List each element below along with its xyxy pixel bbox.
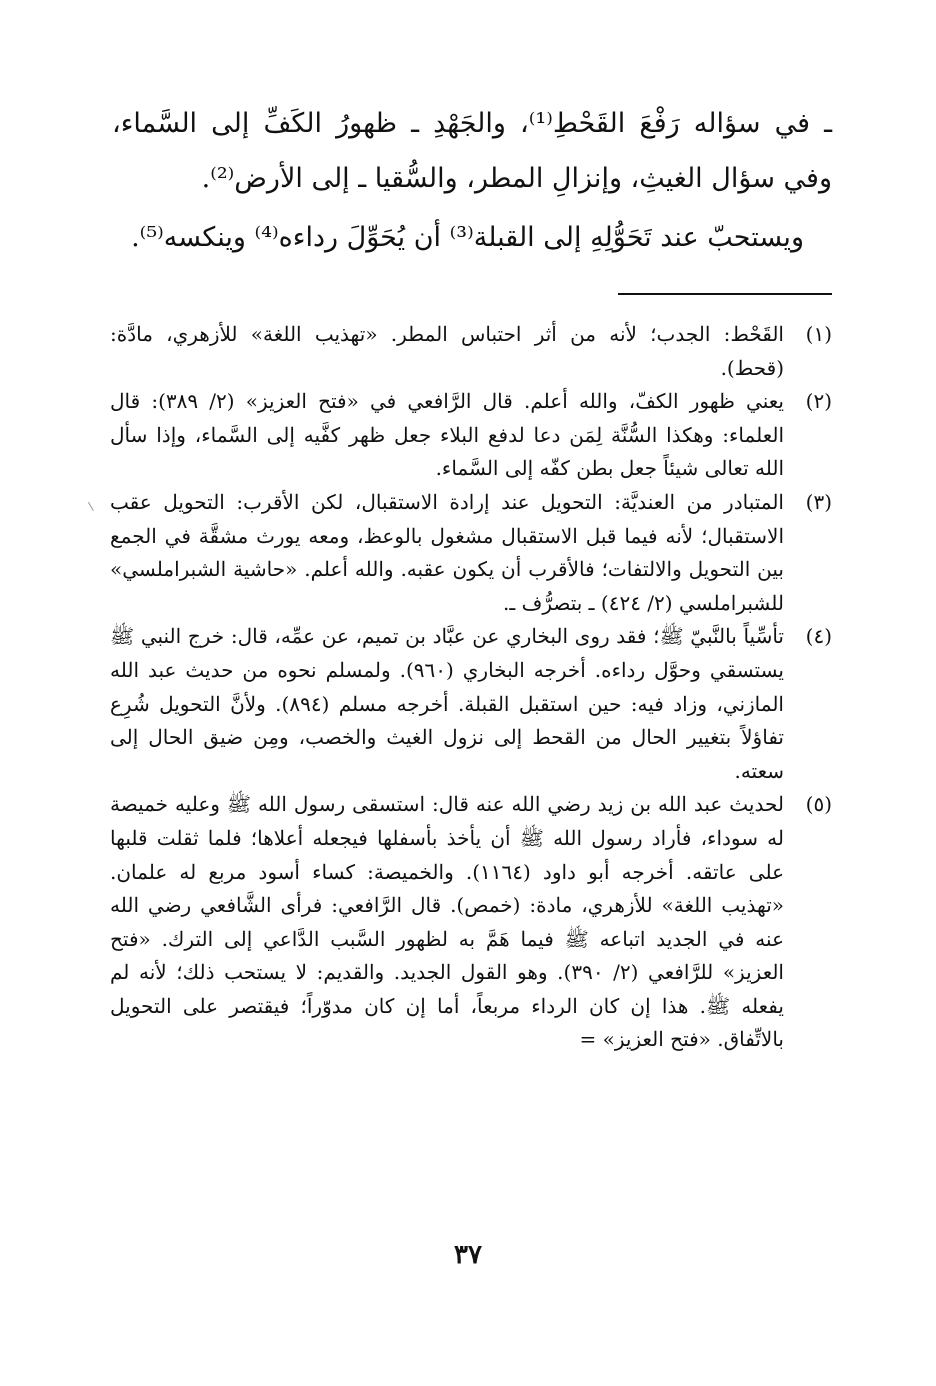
footnote-3 (110, 486, 832, 620)
footnote-text: يعني ظهور الكفّ، والله أعلم. قال الرَّافعي في «فتح العزيز» (٢/ ٣٨٩): قال العلماء: وهكذا السُّنَّة لِمَن دعا لدفع البلاء جعل ظهر كفَّيه إلى السَّماء، وإذا سأل الله تعالى شيئاً جعل بطن كفّه إلى السَّماء. (110, 389, 784, 481)
footnotes-section (110, 318, 832, 1057)
footnote-number: (٣) (805, 489, 832, 514)
footnote-1 (110, 318, 832, 385)
page-number: ٣٧ (454, 1240, 482, 1270)
footnote-number: (٤) (805, 624, 832, 649)
footnote-text: تأسِّياً بالنَّبيّ ﷺ؛ فقد روى البخاري عن عبَّاد بن تميم، عن عمِّه، قال: خرج النبي ﷺ يستسقي وحوَّل رداءه. أخرجه البخاري (٩٦٠). ولمسلم نحوه من حديث عبد الله المازني، وزاد فيه: حين استقبل القبلة. أخرجه مسلم (٨٩٤). ولأنَّ التحويل شُرِع تفاؤلاً بتغيير الحال من القحط إلى نزول الغيث والخصب، ومِن ضيق الحال إلى سعته. (110, 624, 784, 783)
footnote-text: المتبادر من العنديَّة: التحويل عند إرادة الاستقبال، لكن الأقرب: التحويل عقب الاستقبال؛ لأنه فيما قبل الاستقبال مشغول بالوعظ، ومعه يورث مشقَّة في الجمع بين التحويل والالتفات؛ فالأقرب أن يكون عقبه. والله أعلم. «حاشية الشبراملسي» للشبراملسي (٢/ ٤٢٤) ـ بتصرُّف ـ. (110, 489, 784, 615)
footnote-separator (618, 293, 832, 295)
main-paragraph-2: ويستحبّ عند تَحَوُّلِهِ إلى القبلة⁽³⁾ أن يُحَوِّلَ رداءه⁽⁴⁾ وينكسه⁽⁵⁾. (131, 222, 804, 253)
main-text-body (112, 96, 832, 265)
footnote-5 (110, 788, 832, 1057)
footnote-4 (110, 620, 832, 788)
footnote-number: (٢) (805, 389, 832, 414)
footnote-2 (110, 385, 832, 486)
footnote-text: القَحْط: الجدب؛ لأنه من أثر احتباس المطر. «تهذيب اللغة» للأزهري، مادَّة: (قحط). (110, 322, 784, 380)
footnote-number: (٥) (805, 792, 832, 817)
main-paragraph-1: ـ في سؤاله رَفْعَ القَحْطِ⁽¹⁾، والجَهْدِ ـ ظهورُ الكَفِّ إلى السَّماء، وفي سؤال الغيثِ، وإنزالِ المطر، والسُّقيا ـ إلى الأرض⁽²⁾. (112, 108, 832, 194)
footnote-number: (١) (805, 322, 832, 346)
footnote-text: لحديث عبد الله بن زيد رضي الله عنه قال: استسقى رسول الله ﷺ وعليه خميصة له سوداء، فأراد رسول الله ﷺ أن يأخذ بأسفلها فيجعله أعلاها؛ فلما ثقلت قلبها على عاتقه. أخرجه أبو داود (١١٦٤). والخميصة: كساء أسود مربع له علمان. «تهذيب اللغة» للأزهري، مادة: (خمص). قال الرَّافعي: فرأى الشَّافعي رضي الله عنه في الجديد اتباعه ﷺ فيما هَمَّ به لظهور السَّبب الدَّاعي إلى الترك. «فتح العزيز» للرَّافعي (٢/ ٣٩٠). وهو القول الجديد. والقديم: لا يستحب ذلك؛ لأنه لم يفعله ﷺ. هذا إن كان الرداء مربعاً، أما إن كان مدوّراً؛ فيقتصر على التحويل بالاتِّفاق. «فتح العزيز» = (110, 792, 784, 1052)
scan-mark (88, 499, 99, 511)
